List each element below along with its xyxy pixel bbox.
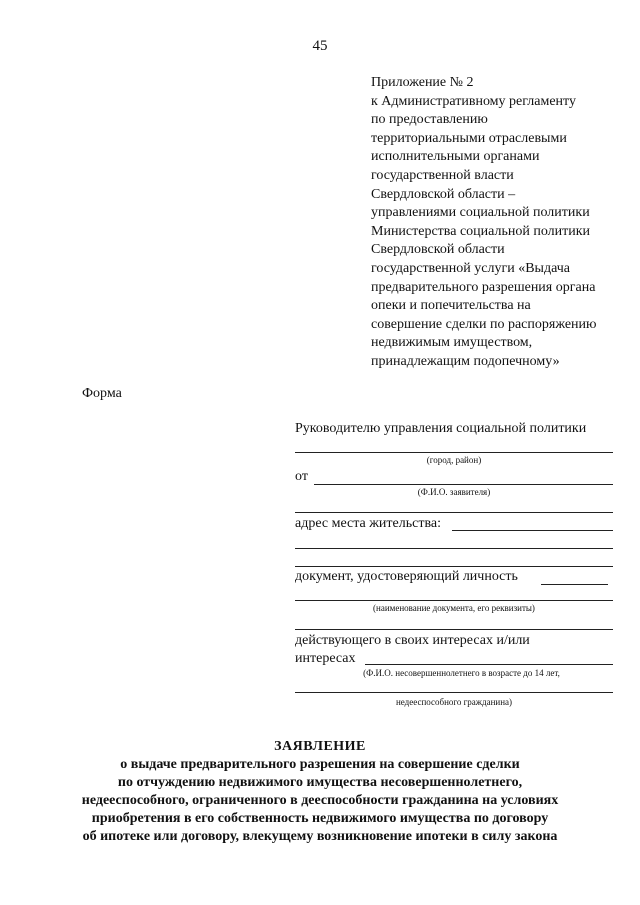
interests-label: интересах (295, 651, 356, 666)
address-label: адрес места жительства: (295, 516, 441, 531)
statement-line: о выдаче предварительного разрешения на совершение сделки (120, 757, 520, 772)
city-hint: (город, район) (426, 455, 482, 465)
from-label: от (295, 469, 308, 484)
applicant-field-line[interactable] (314, 484, 613, 485)
document-label: документ, удостоверяющий личность (295, 569, 518, 584)
appendix-line: по предоставлению (371, 112, 488, 128)
address-field-line-2[interactable] (295, 548, 613, 549)
appendix-line: совершение сделки по распоряжению (371, 316, 597, 332)
statement-line: по отчуждению недвижимого имущества несовершеннолетнего, (117, 775, 523, 790)
document-field-line[interactable] (541, 584, 608, 585)
page-number: 45 (312, 38, 328, 54)
document-hint: (наименование документа, его реквизиты) (373, 603, 535, 613)
acting-label: действующего в своих интересах и/или (295, 633, 530, 648)
appendix-line: Свердловской области (371, 242, 505, 258)
form-label: Форма (82, 386, 122, 401)
document-field-line-2[interactable] (295, 600, 613, 601)
appendix-line: государственной услуги «Выдача (371, 260, 570, 276)
statement-block (0, 738, 640, 846)
minor-hint: (Ф.И.О. несовершеннолетнего в возрасте до 14 лет, (363, 668, 560, 678)
appendix-line: Приложение № 2 (371, 75, 474, 90)
appendix-line: государственной власти (371, 167, 514, 183)
document-extra-line[interactable] (295, 629, 613, 630)
appendix-line: к Административному регламенту (371, 93, 576, 109)
statement-title: ЗАЯВЛЕНИЕ (274, 739, 366, 754)
address-field-line[interactable] (452, 530, 613, 531)
addressee-to: Руководителю управления социальной политики (295, 421, 587, 436)
incapable-hint: недееспособного гражданина) (395, 697, 513, 707)
statement-line: недееспособного, ограниченного в дееспособности гражданина на условиях (81, 793, 559, 808)
appendix-line: предварительного разрешения органа (371, 279, 596, 295)
appendix-line: недвижимым имуществом, (371, 335, 533, 351)
ward-field-line-2[interactable] (295, 692, 613, 693)
statement-line: об ипотеке или договору, влекущему возникновение ипотеки в силу закона (82, 829, 558, 844)
statement-line: приобретения в его собственность недвижимого имущества по договору (91, 811, 549, 826)
appendix-line: Свердловской области – (371, 186, 516, 202)
appendix-line: управлениями социальной политики (371, 205, 590, 221)
appendix-header (371, 74, 631, 372)
ward-field-line[interactable] (365, 664, 613, 665)
appendix-line: исполнительными органами (371, 149, 540, 165)
address-field-line-3[interactable] (295, 566, 613, 567)
city-field-line[interactable] (295, 452, 613, 453)
appendix-line: Министерства социальной политики (371, 223, 591, 239)
appendix-line: принадлежащим подопечному» (371, 353, 560, 369)
appendix-line: опеки и попечительства на (371, 298, 531, 314)
applicant-extra-line[interactable] (295, 512, 613, 513)
appendix-line: территориальными отраслевыми (371, 130, 567, 146)
applicant-hint: (Ф.И.О. заявителя) (417, 487, 491, 497)
